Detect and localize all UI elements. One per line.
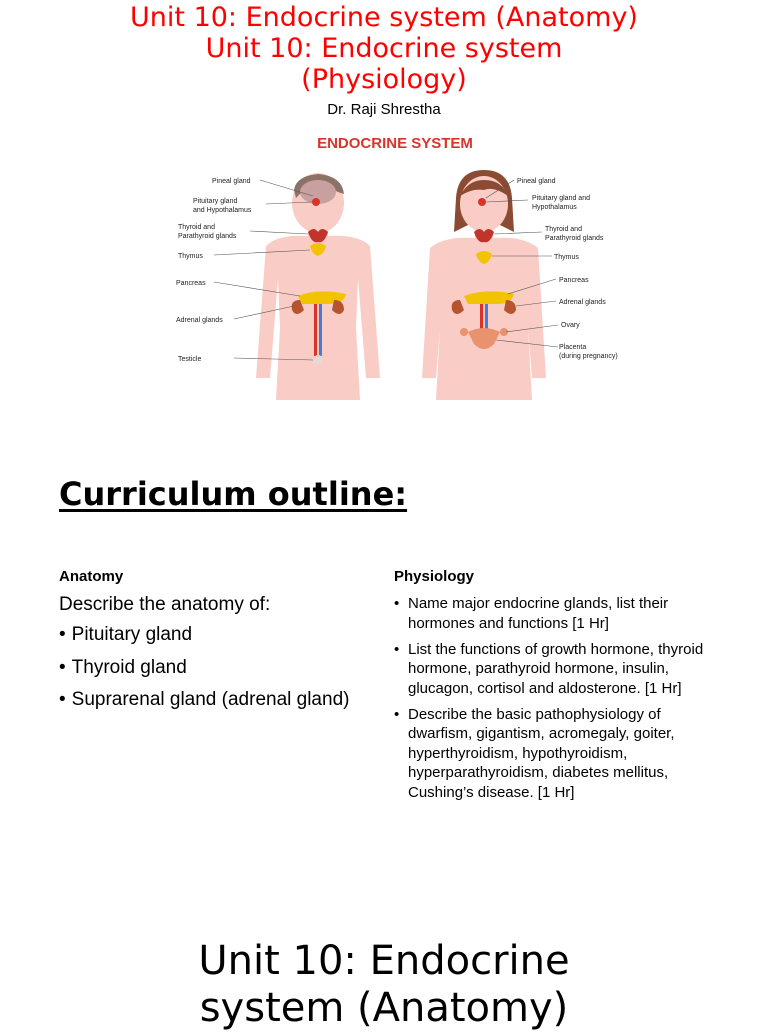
physiology-list — [394, 594, 714, 809]
endocrine-system-illustration — [168, 128, 640, 400]
figure-label: Thymus — [178, 253, 203, 260]
figure-label: Testicle — [178, 356, 202, 363]
title-line: Unit 10: Endocrine system — [205, 33, 563, 64]
figure-title: ENDOCRINE SYSTEM — [317, 135, 473, 152]
anatomy-list — [59, 624, 349, 722]
figure-label: Thyroid and — [178, 224, 215, 231]
male-body-figure — [256, 173, 380, 400]
title-line: (Physiology) — [301, 64, 467, 95]
figure-label: Thymus — [554, 254, 579, 261]
figure-label: Pancreas — [559, 277, 589, 284]
figure-label: Parathyroid glands — [545, 235, 604, 242]
list-item: • Pituitary gland — [59, 624, 349, 657]
figure-label: Thyroid and — [545, 226, 582, 233]
figure-label: and Hypothalamus — [193, 207, 252, 214]
figure-label: Pancreas — [176, 280, 206, 287]
list-item: • Describe the basic pathophysiology of dwarfism, gigantism, acromegaly, goiter, hyperthyroidism, hypothyroidism, hyperparathyroidism, diabetes mellitus, Cushing’s disease. [1 Hr] — [394, 705, 714, 803]
figure-label: Adrenal glands — [176, 317, 223, 324]
figure-label: (during pregnancy) — [559, 353, 618, 360]
anatomy-intro: Describe the anatomy of: — [59, 594, 271, 615]
anatomy-heading: Anatomy — [59, 568, 124, 585]
title-line: Unit 10: Endocrine — [198, 938, 570, 984]
next-slide-title — [0, 938, 768, 1032]
list-item: • Suprarenal gland (adrenal gland) — [59, 689, 349, 722]
list-item: • List the functions of growth hormone, thyroid hormone, parathyroid hormone, insulin, glucagon, cortisol and aldosterone. [1 Hr] — [394, 640, 714, 699]
figure-label: Adrenal glands — [559, 299, 606, 306]
figure-label: Parathyroid glands — [178, 233, 237, 240]
figure-label: Ovary — [561, 322, 580, 329]
figure-label: Pineal gland — [212, 178, 251, 185]
title-line: Unit 10: Endocrine system (Anatomy) — [130, 2, 638, 33]
title-line: system (Anatomy) — [199, 985, 569, 1031]
figure-label: Hypothalamus — [532, 204, 577, 211]
figure-label: Pineal gland — [517, 178, 556, 185]
figure-label: Pituitary gland and — [532, 195, 590, 202]
list-item: • Thyroid gland — [59, 657, 349, 690]
figure-label: Pituitary gland — [193, 198, 238, 205]
male-labels — [176, 178, 252, 363]
slide-title — [0, 2, 768, 95]
list-item: • Name major endocrine glands, list their hormones and functions [1 Hr] — [394, 594, 714, 633]
physiology-heading: Physiology — [394, 568, 475, 585]
figure-label: Placenta — [559, 344, 587, 351]
female-body-figure — [422, 170, 546, 400]
author-name: Dr. Raji Shrestha — [327, 101, 441, 118]
curriculum-heading: Curriculum outline: — [59, 475, 408, 513]
